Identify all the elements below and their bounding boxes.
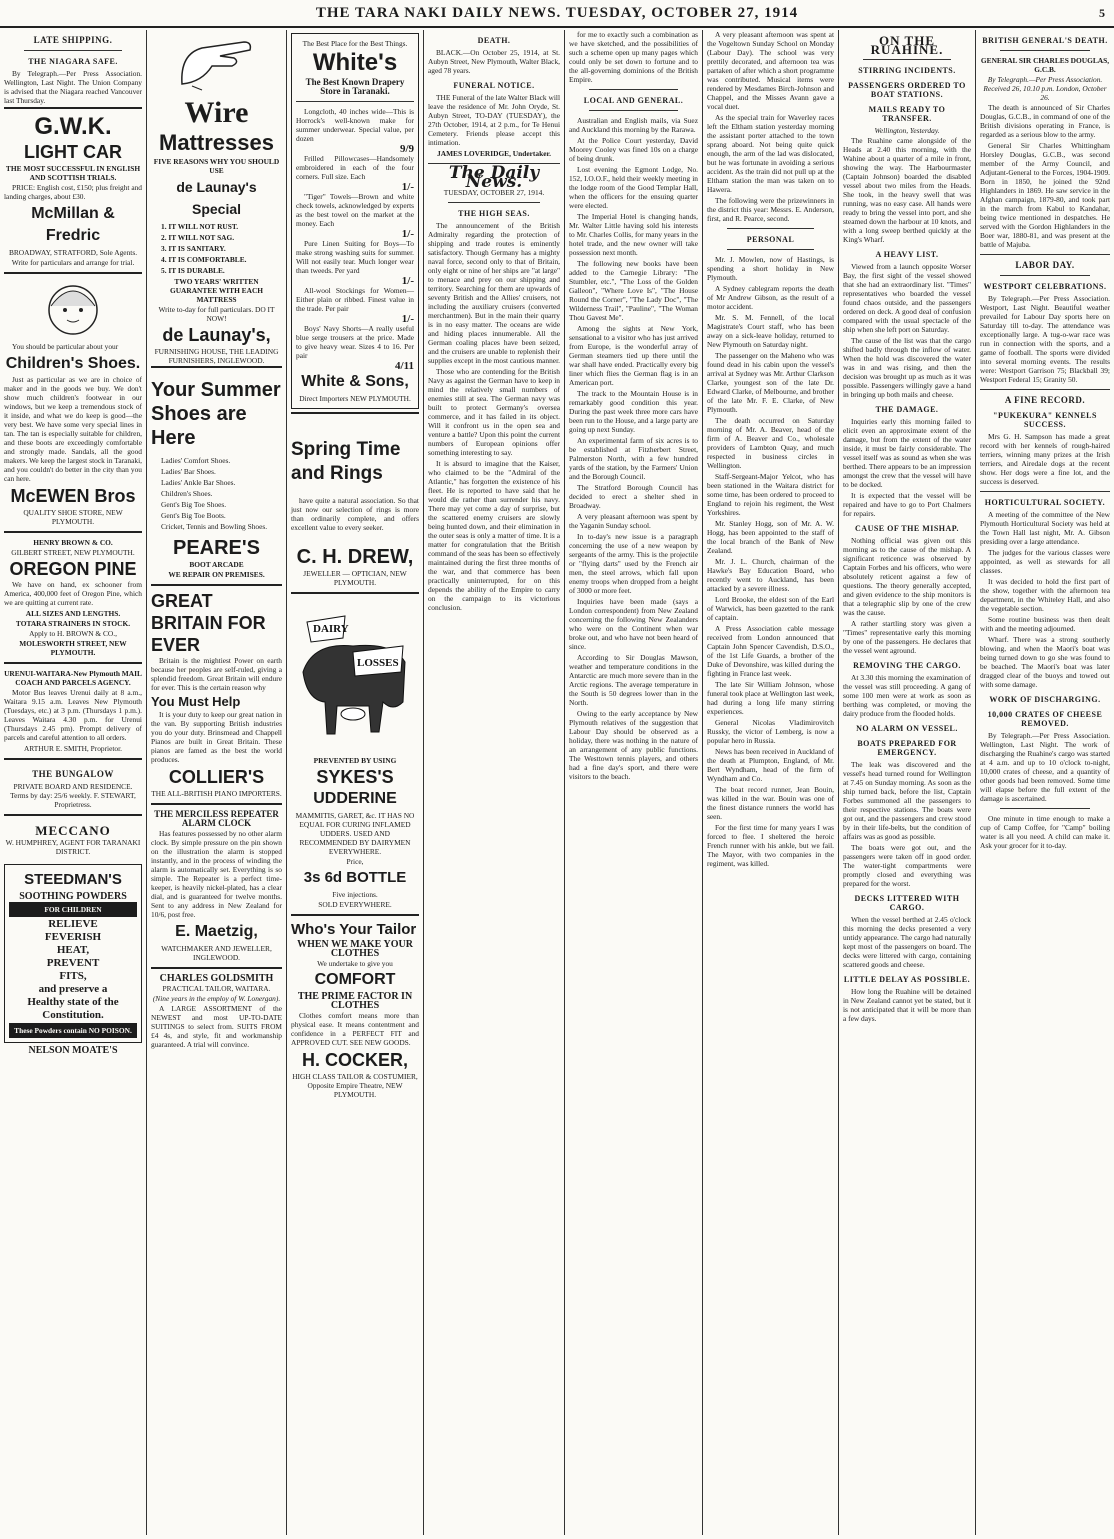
paragraph: How long the Ruahine will be detained in New Zealand cannot yet be stated, but it is not anticipated that it will be more than a few days. xyxy=(843,987,971,1023)
summer-shoes-advert xyxy=(151,366,282,584)
ruahine-dateline: Wellington, Yesterday. xyxy=(874,126,940,135)
col5-opening: for me to exactly such a combination as we have sketched, and the possibilities of such a scheme open up many pages which could only be set down to fortune and to the all-governing dominions of the British Empire. xyxy=(569,30,698,84)
frilled-price: 1/- xyxy=(401,181,414,193)
paragraph: It is expected that the vessel will be repaired and have to go to Port Chalmers for repairs. xyxy=(843,491,971,518)
ruahine-paragraphs-3 xyxy=(843,417,971,518)
gwk-subtitle: LIGHT CAR xyxy=(24,142,122,162)
gwk-price: PRICE: English cost, £150; plus freight and landing charges, about £30. xyxy=(4,183,142,201)
paragraph: Mr. S. M. Fennell, of the local Magistrate's Court staff, who has been away on a sick-leave holiday, returned to New Plymouth on Saturday night. xyxy=(707,313,834,349)
urenui-text: Motor Bus leaves Urenui daily at 8 a.m., Waitara 9.15 a.m. Leaves New Plymouth (Tuesdays, etc.) at 3 p.m. (Thursdays 1 p.m.). Leaves Waitara 4.30 p.m. for Urenui (Thursdays 2.45 pm). Prompt delivery of parcels and careful attention to all orders. xyxy=(4,688,142,742)
paragraph: Staff-Sergeant-Major Yelcot, who has been stationed in the Waitara district for some time, has been ordered to proceed to England to rejoin his regiment, the West Yorkshires. xyxy=(707,472,834,517)
mcmillan-title: McMillan & Fredric xyxy=(31,205,115,244)
sykes-subtitle: UDDERINE xyxy=(313,790,397,807)
paragraph: Some routine business was then dealt with and the meeting adjourned. xyxy=(980,615,1110,633)
shoes-title: Children's Shoes. xyxy=(5,355,141,372)
labor-day-heading: LABOR DAY. xyxy=(1015,260,1075,270)
spring-text: have quite a natural association. So that just now our selection of rings is more than ordinarily complete, and offers excellent value to every seeker. xyxy=(291,496,419,532)
svg-text:DAIRY: DAIRY xyxy=(313,623,349,635)
funeral-sign: JAMES LOVERIDGE, Undertaker. xyxy=(437,149,551,158)
paragraph: A meeting of the committee of the New Plymouth Horticultural Society was held at the Town Hall last night, Mr. A. Gibson presiding over a large attendance. xyxy=(980,510,1110,546)
paragraph: A very pleasant afternoon was spent by the Yaganin Sunday school. xyxy=(569,512,698,530)
paragraph: The following new books have been added to the Carnegie Library: "The Stumbler, etc.", "The Loss of the Golden Galleon", "Where Love Is", "The House Round the Corner", "The Lady Doc", "The Wilderness Trail", "Pauline", "The Woman Thou Gavest Me". xyxy=(569,259,698,322)
dairy-losses-advert xyxy=(291,592,419,914)
wire-reason-item: 1. IT WILL NOT RUST. xyxy=(161,222,239,231)
cheese-text: By Telegraph.—Per Press Association. Wellington, Last Night. The work of discharging the Ruahine's cargo was started at 4 a.m. and up to 10 o'clock to-night, 10,000 crates of cheese, and a quantity of other goods had been removed. Some time will elapse before the full extent of the damage is ascertained. xyxy=(980,731,1110,803)
baby-face-illustration xyxy=(43,282,103,338)
wire-title: Wire xyxy=(184,96,249,129)
steedman-subtitle: SOOTHING POWDERS xyxy=(19,891,127,902)
henry-brown-address: GILBERT STREET, NEW PLYMOUTH. xyxy=(11,548,135,557)
one-minute-text: One minute in time enough to make a cup of Camp Coffee, for "Camp" boiling water is all you need. A child can make it. Ask your grocer for it to-day. xyxy=(980,814,1110,850)
paragraph: Australian and English mails, via Suez and Auckland this morning by the Rarawa. xyxy=(569,116,698,134)
paragraph: General Sir Charles Whittingham Horsley Douglas, G.C.B., was second member of the Army Council, and Adjutant-General to the Forces, 1904-1909. Born in 1850, he joined the 92nd Highlanders in 1869. He saw service in the Afghan campaign, 1879-80, and took part in the march from Kabul to Kandahar, being twice mentioned in despatches. He served with the Gordon Highlanders in the Boer war, 1880-81, and was present at the battle of Majuba. xyxy=(980,141,1110,249)
paragraph: It was decided to hold the first part of the show, together with the afternoon tea department, in the Whiteley Hall, and also the vegetable section. xyxy=(980,577,1110,613)
childrens-shoes-advert xyxy=(4,272,142,531)
repeater-text: Has features possessed by no other alarm clock. By simple pressure on the pin shown on the illustration the alarm is stopped instantly, and in the process of winding the alarm is automatically set. Everything is so simple. The Repeater is a perfect time-keeper, is heavily nickel-plated, has a clear dial, and is guaranteed for twelve months. Sent to any address in New Zealand for 10/6, post free. xyxy=(151,829,282,919)
paragraph: At 3.30 this morning the examination of the vessel was still proceeding. A gang of some 100 men were at work as soon as berthing was completed, or moving the dairy produce from the flooded holds. xyxy=(843,673,971,718)
ruahine-paragraphs-5 xyxy=(843,673,971,718)
whites-advert xyxy=(291,33,419,409)
ruahine-paragraphs-2 xyxy=(843,262,971,399)
peare-title: PEARE'S xyxy=(172,537,260,559)
goldsmith-text: A LARGE ASSORTMENT of the NEWEST and most UP-TO-DATE SUITINGS to select from. SUITS FROM £4 4s, and style, fit and workmanship guaranteed. A trial will convince. xyxy=(151,1004,282,1049)
sykes-price-lead: Price, xyxy=(346,857,364,866)
wire-title-2: Mattresses xyxy=(159,130,274,155)
paragraph: At the Police Court yesterday, David Moorey Cooley was fined 10s on a charge of being drunk. xyxy=(569,136,698,163)
meccano-advert xyxy=(4,814,142,861)
paragraph: The announcement of the British Admiralty regarding the protection of shipping and trade routes is eminently satisfactory. Though Germany has a mighty naval force, second only to that of Britain, only eight or nine of her ships are "at large" to menace and prey on our shipping and territory. Searching for them are upwards of seventy British and the Allies' cruisers, not including the auxiliary cruisers (converted merchantmen). But in the main their quarry is in no easy matter. The oceans are wide and hiding places innumerable. All the German coaling places have been seized, and the cruisers are unable to replenish their supplies except in the most cautious manner. xyxy=(428,221,560,365)
wire-write: Write to-day for full particulars. DO IT NOW! xyxy=(158,305,275,323)
frilled-text: Frilled Pillowcases—Handsomely embroidered in each of the four corners. Full size. Each xyxy=(296,154,414,181)
summer-shoe-item: Children's Shoes. xyxy=(161,489,213,498)
paragraph: The boats were got out, and the passengers were taken off in good order. The water-tight compartments were promptly closed and everything was prepared for the worst. xyxy=(843,843,971,888)
paragraph: The death is announced of Sir Charles Douglas, G.C.B., in command of one of the British divisions operating in France, is regarded as a serious blow to the army. xyxy=(980,103,1110,139)
column-7 xyxy=(839,30,975,1535)
oregon-apply: Apply to H. BROWN & CO., xyxy=(29,629,117,638)
shoes-text: Just as particular as we are in choice of maker and in the goods we buy. We don't show much children's footwear in our windows, but we keep a tremendous stock of it inside, and what we do keep is good—the very best. We have some very special lines in tan. The tan is especially suitable for children, and these boots are exceedingly comfortable and strongly made. Sandals, all the good makers. We keep the largest stock in Taranaki, and you couldn't do better in the city than you can here. xyxy=(4,375,142,483)
fine-record-heading: A FINE RECORD. xyxy=(1004,395,1086,405)
linen-text: Pure Linen Suiting for Boys—To make strong washing suits for summer. Will not easily tear. Much longer wear than tweeds. Per yard xyxy=(296,239,414,275)
paper-title: The Daily News. xyxy=(448,163,540,192)
cheese-heading: 10,000 CRATES OF CHEESE REMOVED. xyxy=(987,710,1103,728)
mcmillan-write: Write for particulars and arrange for trial. xyxy=(11,258,135,267)
paragraph: According to Sir Douglas Mawson, weather and temperature conditions in the Antarctic are much more severe than in the Arctic regions. The average temperature in the South is 50 degrees lower than in the North. xyxy=(569,653,698,707)
heavy-list-heading: A HEAVY LIST. xyxy=(875,250,939,259)
paragraph: For the first time for many years I was forced to flee. I sheltered the heroic French runner with his ankle, but we fail. The Mayor, with two companies in the regiment, was killed. xyxy=(707,823,834,868)
tiger-price: 1/- xyxy=(401,228,414,240)
paragraph: An experimental farm of six acres is to be established at Fitzherbert Street, Palmerston North, with a few hundred yards of the station, by the Farmers' Union and the Borough Council. xyxy=(569,436,698,481)
delaunay-subtitle: FURNISHING HOUSE, THE LEADING FURNISHERS, INGLEWOOD. xyxy=(154,347,279,365)
paragraph: Inquiries have been made (says a London correspondent) from New Zealand concerning the following New Zealanders who were on the Continent when war broke out, and who have not been heard of since. xyxy=(569,597,698,651)
paragraph: It is absurd to imagine that the Kaiser, who claimed to be the "Admiral of the Atlantic," has forgotten the existence of his fleet. He is reported to have said that he would die rather than surrender his navy. There may yet come a day of surprise, but the scattered enemy cruisers are slowly being hunted down, and their elimination in the outer seas is only a matter of time. It is a matter for congratulation that the British command of the seas has been so effectively maintained during the first three months of the war, and that commerce has been practically uninterrupted, for on this depends the ability of the Empire to carry on the campaign to its victorious conclusion. xyxy=(428,459,560,612)
maetzig-subtitle: WATCHMAKER AND JEWELLER, INGLEWOOD. xyxy=(161,944,272,962)
paragraph: The leak was discovered and the vessel's head turned round for Wellington at 7.45 on Sunday morning. As soon as the ship turned back, before the list, Captain Forbes summoned all the passengers to their respective stations. The boats were got out, and the passengers and crew stood by in their life-belts, but the condition of affairs was as good as possible. xyxy=(843,760,971,841)
linen-price: 1/- xyxy=(401,275,414,287)
steedman-for: FOR CHILDREN xyxy=(9,902,137,917)
spring-title: Spring Time and Rings xyxy=(291,439,401,484)
tailor-text: Clothes comfort means more than physical ease. It means contentment and confidence in a PERFECT FIT and APPROVED CUT. SEE NEW GOODS. xyxy=(291,1011,419,1047)
shoes-lead: You should be particular about your xyxy=(12,342,119,351)
maetzig-title: E. Maetzig, xyxy=(175,923,258,940)
must-help-text: It is your duty to keep our great nation in the van. By supporting British industries you do your duty. Brinsmead and Chappell Pianos are built in Great Britain. These pianos are famed as the best the world produces. xyxy=(151,710,282,764)
summer-title: Your Summer Shoes are Here xyxy=(151,379,281,449)
longcloth-text: Longcloth, 40 inches wide—This is Horrock's well-known make for summer underwear. Special value, per dozen xyxy=(296,107,414,143)
decks-heading: DECKS LITTERED WITH CARGO. xyxy=(854,894,960,912)
general-death-article xyxy=(980,103,1110,249)
westport-heading: WESTPORT CELEBRATIONS. xyxy=(983,282,1107,291)
paragraph: Mr. J. Mowlen, now of Hastings, is spending a short holiday in New Plymouth. xyxy=(707,255,834,282)
cocker-subtitle: HIGH CLASS TAILOR & COSTUMIER, Opposite Empire Theatre, NEW PLYMOUTH. xyxy=(292,1072,418,1099)
column-6 xyxy=(703,30,838,1535)
tailor-prime: THE PRIME FACTOR IN CLOTHES xyxy=(297,991,413,1011)
col6-opening: A very pleasant afternoon was spent at the Vogeltown Sunday School on Monday (Labour Day). The school was very prettily decorated, and afternoon tea was partaken of after which a short programme was contributed. Musical items were rendered by Mesdames Birch-Johnson and Chappel, and the Misses Avann gave a vocal duet. xyxy=(707,30,834,111)
whites-tagline: The Best Known Drapery Store in Taranaki. xyxy=(305,77,405,96)
paragraph: The cause of the list was that the cargo shifted badly through the inflow of water. When the hold was discovered the water was in and was rising, and then the decision was brought up as much as it was possible. Passengers willingly gave a hand in bringing up both mails and cheese. xyxy=(843,336,971,399)
paper-date: TUESDAY, OCTOBER 27, 1914. xyxy=(443,188,545,197)
meccano-title: MECCANO xyxy=(35,823,111,838)
paragraph: The boat record runner, Jean Bouin, was killed in the war. Bouin was one of the finest distance runners the world has seen. xyxy=(707,785,834,821)
paragraph: Owing to the early acceptance by New Plymouth relatives of the suggestion that Labour Day should be observed as a holiday, there was nothing in the nature of an arrangement of any public functions. The Westtown tennis players, and others had a fine day's sport, and there were visitors to the beach. xyxy=(569,709,698,781)
steedmans-advert xyxy=(4,864,142,1043)
wire-brand: de Launay's Special xyxy=(176,179,257,217)
must-help-title: You Must Help xyxy=(151,694,241,709)
page-number: 5 xyxy=(1099,6,1106,20)
gwk-title: G.W.K. xyxy=(34,113,112,140)
paragraph: Nothing official was given out this morning as to the cause of the mishap. A significant reticence was observed by Captain Forbes and his officers, who were absolutely reticent against a few of questions. The theory generally accepted, and given evidence to the ship monitors is that a telegraphic slip by one of the crew was the cause. xyxy=(843,536,971,617)
great-britain-advert xyxy=(151,584,282,803)
pukekura-text: Mrs G. H. Sampson has made a great record with her kennels of rough-haired terriers, winning many prizes at the Irish terriers, and Airedale dogs at the recent show. Her dogs were a fine lot, and the success is deserved. xyxy=(980,432,1110,486)
wire-reason-item: 5. IT IS DURABLE. xyxy=(161,266,225,275)
sykes-price: 3s 6d BOTTLE xyxy=(303,869,407,886)
niagara-heading: THE NIAGARA SAFE. xyxy=(28,57,118,66)
death-heading: DEATH. xyxy=(477,36,511,45)
personal-heading: PERSONAL xyxy=(746,235,795,244)
steedman-list-item: HEAT, xyxy=(56,944,90,956)
repeater-title: THE MERCILESS REPEATER ALARM CLOCK xyxy=(154,809,279,828)
paragraph: The judges for the various classes were appointed, as well as stewards for all classes. xyxy=(980,548,1110,575)
repeater-clock-advert xyxy=(151,803,282,967)
high-seas-article xyxy=(428,221,560,612)
goldsmith-title: CHARLES GOLDSMITH xyxy=(159,973,274,984)
nelson-moates: NELSON MOATE'S xyxy=(28,1045,118,1056)
gwk-advert xyxy=(4,107,142,272)
paragraph: A rather startling story was given a "Times" representative early this morning by one of the passengers. He declares that the vessel went aground. xyxy=(843,619,971,655)
boats-heading: BOATS PREPARED FOR EMERGENCY. xyxy=(857,739,957,757)
paragraph: The following were the prizewinners in the district this year: Messrs. E. Anderson, first, and R. Pearce, second. xyxy=(707,196,834,223)
horticultural-heading: HORTICULTURAL SOCIETY. xyxy=(984,498,1106,507)
paragraph: When the vessel berthed at 2.45 o'clock this morning the decks presented a very untidy appearance. The cargo had naturally kept most of the passengers on board. The decks were littered with cargo, containing scattered goods and cheese. xyxy=(843,915,971,969)
drew-subtitle: JEWELLER — OPTICIAN, NEW PLYMOUTH. xyxy=(303,569,407,587)
urenui-heading: URENUI-WAITARA-New Plymouth MAIL COACH AND PARCELS AGENCY. xyxy=(4,669,142,687)
oregon-pine-advert xyxy=(4,531,142,662)
ruahine-paragraphs-7 xyxy=(843,915,971,969)
svg-text:LOSSES: LOSSES xyxy=(357,657,399,669)
paragraph: The death occurred on Saturday morning of Mr. A. Beaver, head of the firm of A. Beaver and Co., wholesale providers of Lambton Quay, and much respected in business circles in Wellington. xyxy=(707,416,834,470)
hand-pointing-illustration xyxy=(172,34,262,92)
paragraph: Mr. J. L. Church, chairman of the Hawke's Bay Education Board, who recently went to Auckland, has been attacked by a severe illness. xyxy=(707,557,834,593)
urenui-sign: ARTHUR E. SMITH, Proprietor. xyxy=(23,744,123,753)
whites-sign: White & Sons, xyxy=(301,373,409,390)
steedman-footer: These Powders contain NO POISON. xyxy=(9,1023,137,1038)
paragraph: Lord Brooke, the eldest son of the Earl of Warwick, has been gazetted to the rank of captain. xyxy=(707,595,834,622)
goldsmith-advert xyxy=(151,967,282,1055)
sykes-injections: Five injections. xyxy=(332,890,378,899)
steedman-title: STEEDMAN'S xyxy=(24,871,122,888)
stockings-price: 1/- xyxy=(401,313,414,325)
henry-brown-title: HENRY BROWN & CO. xyxy=(33,538,113,547)
summer-shoe-item: Ladies' Comfort Shoes. xyxy=(161,456,231,465)
mcewen-subtitle: QUALITY SHOE STORE, NEW PLYMOUTH. xyxy=(23,508,123,526)
tailor-title: Who's Your Tailor xyxy=(291,921,417,938)
cause-heading: CAUSE OF THE MISHAP. xyxy=(855,524,959,533)
delaunay-title: de Launay's, xyxy=(162,325,271,345)
dairy-prevent: PREVENTED BY USING xyxy=(313,756,397,765)
removing-heading: REMOVING THE CARGO. xyxy=(853,661,961,670)
drew-title: C. H. DREW, xyxy=(296,546,414,568)
delay-heading: LITTLE DELAY AS POSSIBLE. xyxy=(843,975,971,984)
summer-shoe-item: Gent's Big Toe Boots. xyxy=(161,511,226,520)
paragraph: As the special train for Waverley races left the Eltham station yesterday morning the assistant porter attached to the town sprang aboard. Not being quite quick enough, the arm of the lad was dislocated, but he was fortunate in avoiding a serious accident. As the train did not pull up at the Eltham station the man was taken on to Hawera. xyxy=(707,113,834,194)
column-3 xyxy=(287,30,423,1535)
high-seas-heading: THE HIGH SEAS. xyxy=(458,209,530,218)
whites-lead: The Best Place for the Best Things. xyxy=(302,39,408,48)
wire-reason-item: 3. IT IS SANITARY. xyxy=(161,244,226,253)
paragraph: The Ruahine came alongside of the Heads at 2.40 this morning, with the Wahine about a quarter of a mile in front, showing the way. The Harbourmaster (Captain Johnson) boarded the disabled vessel about two miles from the Heads. She took, in the heavy swell that was running, was no easy case. All hands were ready to bring the vessel into port, and she steamed down the harbour at 10 knots, and with a long sweep berthed quickly at the King's Wharf. xyxy=(843,136,971,244)
summer-shoe-item: Gent's Big Toe Shoes. xyxy=(161,500,227,509)
column-1 xyxy=(0,30,146,1535)
horticultural-article xyxy=(980,510,1110,633)
column-4 xyxy=(424,30,564,1535)
sykes-title: SYKES'S xyxy=(316,767,394,787)
mcmillan-address: BROADWAY, STRATFORD, Sole Agents. xyxy=(8,248,138,257)
wire-guarantee: TWO YEARS' WRITTEN GUARANTEE WITH EACH MATTRESS xyxy=(169,277,264,304)
peare-repair: WE REPAIR ON PREMISES. xyxy=(168,570,265,579)
whites-sign-2: Direct Importers NEW PLYMOUTH. xyxy=(299,394,411,403)
summer-shoe-item: Ladies' Ankle Bar Shoes. xyxy=(161,478,236,487)
colliers-title: COLLIER'S xyxy=(168,767,265,787)
mcewen-title: McEWEN Bros xyxy=(10,486,136,506)
local-general-heading: LOCAL AND GENERAL. xyxy=(583,96,684,105)
paragraph: A Sydney cablegram reports the death of Mr Andrew Gibson, as the result of a motor accident. xyxy=(707,284,834,311)
ruahine-paragraphs-8 xyxy=(843,987,971,1023)
column-2 xyxy=(147,30,286,1535)
funeral-heading: FUNERAL NOTICE. xyxy=(453,81,535,90)
molesworth-street: MOLESWORTH STREET, NEW PLYMOUTH. xyxy=(19,639,127,657)
general-telegraph: By Telegraph.—Per Press Association. Received 26, 10.10 p.m. London, October 26. xyxy=(983,75,1107,102)
summer-shoe-item: Ladies' Bar Shoes. xyxy=(161,467,216,476)
urenui-coach-advert xyxy=(4,662,142,758)
steedman-list xyxy=(9,918,137,1022)
steedman-list-item: and preserve a xyxy=(38,983,108,995)
steedman-list-item: RELIEVE xyxy=(48,918,98,930)
paragraph: The passenger on the Maheno who was found dead in his cabin upon the vessel's arrival at Sydney was Mr. Arthur Clarkson Clarke, youngest son of the late Dr. Edward Clarke, of Melbourne, and brother of the late Mr. F. E. Clarke, of New Plymouth. xyxy=(707,351,834,414)
longcloth-price: 9/9 xyxy=(399,143,414,155)
britain-text: Britain is the mightiest Power on earth because her peoples are self-ruled, giving a splendid freedom. Great Britain will endure for ever. This is the certain reason why xyxy=(151,656,282,692)
gwk-text: THE MOST SUCCESSFUL IN ENGLISH AND SCOTTISH TRIALS. xyxy=(5,164,141,182)
sykes-text: MAMMITIS, GARET, &c. IT HAS NO EQUAL FOR CURING INFLAMED UDDERS. USED AND RECOMMENDED BY DAIRYMEN EVERYWHERE. xyxy=(295,811,415,856)
paragraph: Viewed from a launch opposite Worser Bay, the first sight of the vessel showed that she had an extraordinary list. "Times" representatives who boarded the vessel found chaos outside, and the passengers ordered on deck. A good deal of confusion compared with the usual spectacle of the ship when she left port on Saturday. xyxy=(843,262,971,334)
paragraph: In to-day's new issue is a paragraph concerning the use of a new weapon by sergeants of the army. This is the projectile or "flying darts" used by the French air men, the steel arrows, which fall upon enemy troops when dropped from a height of 3000 or more feet. xyxy=(569,532,698,595)
totara-strainers: TOTARA STRAINERS IN STOCK. xyxy=(15,619,131,628)
bungalow-heading: THE BUNGALOW xyxy=(32,769,114,779)
paragraph: News has been received in Auckland of the death at Plumpton, England, of Mr. Bert Wyndham, head of the firm of Wyndham and Co. xyxy=(707,747,834,783)
paragraph: Inquiries early this morning failed to elicit even an approximate extent of the damage, but from the extent of the water inside, it must be fairly considerable. The vessel itself was as sound as when she was berthed. There appears to be an impression amongst the crew that the vessel will have to be docked. xyxy=(843,417,971,489)
wire-reason-item: 2. IT WILL NOT SAG. xyxy=(161,233,235,242)
bungalow-text: PRIVATE BOARD AND RESIDENCE. Terms by day: 25/6 weekly. F. STEWART, Proprietress. xyxy=(10,782,136,809)
wire-reasons-list xyxy=(151,222,282,275)
alarm-heading: NO ALARM ON VESSEL. xyxy=(856,724,958,733)
general-death-subheading: GENERAL SIR CHARLES DOUGLAS, G.C.B. xyxy=(980,56,1110,74)
colliers-subtitle: THE ALL-BRITISH PIANO IMPORTERS. xyxy=(151,789,282,798)
pukekura-heading: "PUKEKURA" KENNELS SUCCESS. xyxy=(993,411,1097,429)
personal-article xyxy=(707,255,834,868)
damage-heading: THE DAMAGE. xyxy=(875,405,939,414)
tailor-comfort: COMFORT xyxy=(314,971,396,988)
westport-text: By Telegraph.—Per Press Association. Westport, Last Night. Beautiful weather prevailed for Labour Day sports here on Saturday till to-day. The attendance was exceptionally large. A tug-o-war race was run in connection with the sports, and a game of football. The sports were divided into several morning events. The results were: Westport Garrison 75; Blackball 39; Westport Federal 15; Granity 50. xyxy=(980,294,1110,384)
goldsmith-note: (Nine years in the employ of W. Lonergan). xyxy=(152,994,281,1003)
steedman-list-item: PREVENT xyxy=(46,957,100,969)
general-death-heading: BRITISH GENERAL'S DEATH. xyxy=(982,36,1108,45)
ruahine-paragraphs-4 xyxy=(843,536,971,655)
britain-title: GREAT BRITAIN FOR EVER xyxy=(151,591,266,655)
funeral-text: THE Funeral of the late Walter Black will leave the residence of Mr. John Oryde, St. Aubyn Street, TO-DAY (TUESDAY), the 27th October, 1914, at 2 p.m., for Te Henui Cemetery. Friends please accept this intimation. xyxy=(428,93,560,147)
cow-illustration xyxy=(293,602,417,752)
death-text: BLACK.—On October 25, 1914, at St. Aubyn Street, New Plymouth, Walter Black, aged 78 years. xyxy=(428,48,560,75)
paragraph: Mr. Stanley Hogg, son of Mr. A. W. Hogg, has been appointed to the staff of the local branch of the Bank of New Zealand. xyxy=(707,519,834,555)
paragraph: The track to the Mountain House is in remarkably good condition this year. During the past week three more cars have been run to the House, and a large party are going up next Sunday. xyxy=(569,389,698,434)
passengers-heading: PASSENGERS ORDERED TO BOAT STATIONS. xyxy=(848,81,966,99)
summer-shoe-item: Cricket, Tennis and Bowling Shoes. xyxy=(161,522,268,531)
bungalow-advert xyxy=(4,758,142,814)
whites-title: White's xyxy=(312,49,398,76)
paragraph: Among the sights at New York, sensational to a visitor who has just arrived from Europe, is the wonderful array of German steamers tied up there until the war shall have ended. Practically every big liner which flies the German flag is in an American port. xyxy=(569,324,698,387)
sykes-sold: SOLD EVERYWHERE. xyxy=(318,900,392,909)
paragraph: The late Sir William Johnson, whose funeral took place at Wellington last week, had during a long life many stirring experiences. xyxy=(707,680,834,716)
masthead xyxy=(0,0,1114,28)
wire-reasons: FIVE REASONS WHY YOU SHOULD USE xyxy=(153,157,280,175)
work-heading: WORK OF DISCHARGING. xyxy=(989,695,1101,704)
paragraph: General Nicolas Vladimirovitch Russky, the victor of Lemberg, is now a popular hero in Russia. xyxy=(707,718,834,745)
tiger-text: "Tiger" Towels—Brown and white check towels, acknowledged by experts as the best towel on the market at the money. Each xyxy=(296,192,414,228)
steedman-list-item: FITS, xyxy=(59,970,87,982)
column-8 xyxy=(976,30,1114,1535)
paragraph: Lost evening the Egmont Lodge, No. 152, I.O.O.F., held their weekly meeting in the lodge room of the Good Templar Hall, when the officers for the ensuing quarter were elected. xyxy=(569,165,698,210)
paragraph: Those who are contending for the British Navy as against the German have to keep in mind the relatively small numbers of enemies still at sea. The German navy was built to protect Germany's oversea commerce, and it has failed in its object. Will it confront us in the open sea and venture a battle? Upon this point the current numbers of European opinions offer something interesting to say. xyxy=(428,367,560,457)
tailor-advert xyxy=(291,914,419,1104)
stirring-heading: STIRRING INCIDENTS. xyxy=(858,66,956,75)
meccano-agent: W. HUMPHREY, AGENT FOR TARANAKI DISTRICT. xyxy=(5,838,141,856)
oregon-title: OREGON PINE xyxy=(9,559,137,579)
mails-heading: MAILS READY TO TRANSFER. xyxy=(868,105,946,123)
ruahine-heading: ON THE RUAHINE. xyxy=(870,33,944,57)
ruahine-paragraphs-6 xyxy=(843,760,971,888)
ruahine-paragraphs-1 xyxy=(843,136,971,244)
tailor-make: WHEN WE MAKE YOUR CLOTHES xyxy=(297,939,413,959)
paragraph: The Imperial Hotel is changing hands, Mr. Walter Little having sold his interests to Mr. Charles Collis, for many years in the hotel trade, and the new owner will take possession next month. xyxy=(569,212,698,257)
wharf-text: Wharf. There was a strong southerly blowing, and when the Maori's boat was being turned down to go she was found to be beached. The Maori's boat was later dragged clear of the buoys and towed out with some damage. xyxy=(980,635,1110,689)
niagara-text: By Telegraph.—Per Press Association. Wellington, Last Night. The Union Company is advised that the Niagara reached Vancouver last Thursday. xyxy=(4,69,142,105)
shipping-heading: LATE SHIPPING. xyxy=(33,35,113,45)
steedman-list-item: Healthy state of the xyxy=(27,996,119,1008)
masthead-title: THE TARA NAKI DAILY NEWS. TUESDAY, OCTOBER 27, 1914 xyxy=(315,5,799,21)
col6-paragraphs-1 xyxy=(707,113,834,223)
oregon-text: We have on hand, ex schooner from America, 400,000 feet of Oregon Pine, which we are quitting at current rate. xyxy=(4,580,142,607)
steedman-list-item: FEVERISH xyxy=(44,931,102,943)
local-general-article xyxy=(569,116,698,781)
goldsmith-subtitle: PRACTICAL TAILOR, WAITARA. xyxy=(162,984,271,993)
column-5 xyxy=(565,30,702,1535)
peare-subtitle: BOOT ARCADE xyxy=(189,560,244,569)
tailor-give: We undertake to give you xyxy=(317,959,393,968)
summer-shoes-list xyxy=(151,456,282,531)
navy-price: 4/11 xyxy=(395,360,414,372)
navy-text: Boys' Navy Shorts—A really useful blue serge trousers at the price. Made to give heavy wear. Sizes 4 to 16. Per pair xyxy=(296,324,414,360)
wire-reason-item: 4. IT IS COMFORTABLE. xyxy=(161,255,247,264)
paragraph: The Stratford Borough Council has decided to erect a shelter shed in Broadway. xyxy=(569,483,698,510)
steedman-list-item: Constitution. xyxy=(42,1009,104,1021)
stockings-text: All-wool Stockings for Women—Either plain or ribbed. Finest value in the trade. Per pair xyxy=(296,286,414,313)
spring-rings-advert xyxy=(291,412,419,592)
paragraph: A Press Association cable message received from London announced that Captain John Spencer Cavendish, D.S.O., of the 1st Life Guards, a brother of the Duke of Devonshire, was killed during the fighting in France last week. xyxy=(707,624,834,678)
cocker-title: H. COCKER, xyxy=(301,1050,408,1070)
oregon-sizes: ALL SIZES AND LENGTHS. xyxy=(25,609,121,618)
